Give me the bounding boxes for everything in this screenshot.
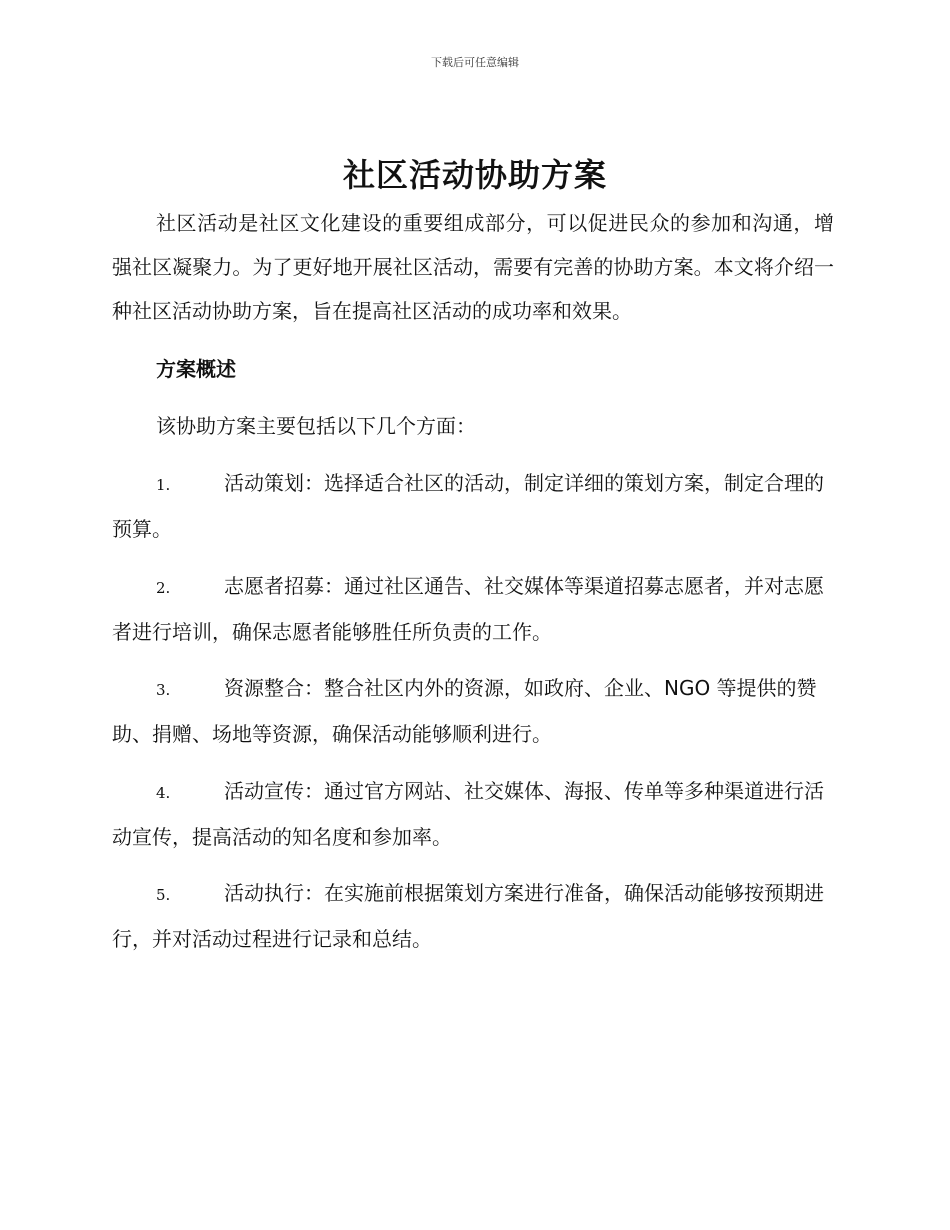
list-item-number: 4.: [156, 784, 171, 802]
list-item-number: 1.: [156, 476, 171, 494]
list-item-number: 3.: [156, 681, 171, 699]
list-item: [112, 666, 834, 756]
list-item-text: 资源整合：整合社区内外的资源，如政府、企业、NGO 等提供的赞助、捐赠、场地等资源，确保活动能够顺利进行。: [112, 676, 817, 746]
list-item: [112, 461, 834, 551]
list-item-text: 活动策划：选择适合社区的活动，制定详细的策划方案，制定合理的预算。: [112, 471, 824, 541]
lead-line: 该协助方案主要包括以下几个方面：: [156, 414, 476, 438]
list-item-number: 5.: [156, 886, 171, 904]
list-item: [112, 871, 834, 961]
list-item-number: 2.: [156, 579, 171, 597]
list-item-text: 活动宣传：通过官方网站、社交媒体、海报、传单等多种渠道进行活动宣传，提高活动的知名度和参加率。: [112, 779, 824, 849]
document-title: 社区活动协助方案: [342, 156, 607, 194]
section-heading: 方案概述: [156, 357, 236, 381]
list-item: [112, 564, 834, 654]
list-item-text: 志愿者招募：通过社区通告、社交媒体等渠道招募志愿者，并对志愿者进行培训，确保志愿者能够胜任所负责的工作。: [112, 574, 824, 644]
intro-paragraph: 社区活动是社区文化建设的重要组成部分，可以促进民众的参加和沟通，增强社区凝聚力。为了更好地开展社区活动，需要有完善的协助方案。本文将介绍一种社区活动协助方案，旨在提高社区活动的成功率和效果。: [112, 211, 834, 323]
list-item: [112, 769, 834, 859]
list-item-text: 活动执行：在实施前根据策划方案进行准备，确保活动能够按预期进行，并对活动过程进行记录和总结。: [112, 881, 824, 951]
header-note: 下载后可任意编辑: [431, 56, 519, 69]
